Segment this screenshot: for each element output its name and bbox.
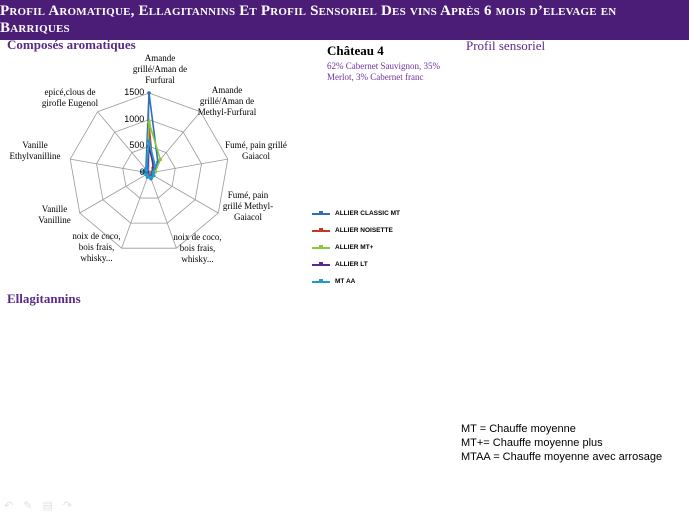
legend-item [312, 222, 400, 239]
radar-data-point [159, 158, 163, 162]
legend-item [312, 239, 400, 256]
legend-item [312, 256, 400, 273]
menu-icon[interactable]: ▤ [42, 499, 53, 512]
radar-axis-label: Amande grillé/Aman de Methyl-Furfural [197, 85, 257, 117]
chateau-name: Château 4 [327, 43, 384, 58]
radar-spoke [70, 159, 149, 173]
radar-data-point [147, 139, 151, 143]
radar-tick-label: 1500 [124, 87, 145, 97]
legend-swatch-icon [312, 278, 330, 286]
legend-item [312, 205, 400, 222]
note-line: MT+= Chauffe moyenne plus [461, 437, 603, 449]
back-arrow-icon[interactable]: ↶ [4, 499, 14, 512]
aromatic-heading: Composés aromatiques [7, 37, 136, 52]
radar-tick-label: 1000 [124, 113, 145, 124]
radar-tick-label: 0 [139, 167, 145, 177]
forward-arrow-icon[interactable]: ↷ [62, 499, 73, 512]
radar-spoke [80, 173, 149, 213]
radar-axis-label: Amande grillé/Aman de Furfural [132, 53, 188, 85]
radar-axis-label: Vanille Ethylvanilline [9, 140, 61, 161]
radar-data-point [145, 168, 149, 172]
legend-label: ALLIER CLASSIC MT [335, 210, 400, 217]
radar-axis-label: Vanille Vanilline [38, 204, 71, 225]
chart-legend [312, 205, 400, 290]
note-line: MTAA = Chauffe moyenne avec arrosage [461, 451, 663, 463]
ellagitannins-heading: Ellagitannins [7, 291, 81, 306]
radar-data-point [147, 121, 151, 125]
legend-swatch-icon [312, 227, 330, 235]
notes [461, 422, 662, 464]
radar-tick-label: 500 [129, 140, 145, 151]
legend-label: ALLIER LT [335, 261, 368, 268]
legend-swatch-icon [312, 244, 330, 252]
slide-title: Profil Aromatique, Ellagitannins Et Profil Sensoriel Des vins Après 6 mois d’elevage en Barriques [0, 0, 689, 40]
note-line: MT = Chauffe moyenne [461, 423, 576, 435]
radar-data-point [145, 173, 149, 177]
radar-data-point [147, 91, 151, 95]
legend-swatch-icon [312, 210, 330, 218]
legend-item [312, 273, 400, 290]
radar-axis-label: Fumé, pain grillé Methyl-Gaiacol [222, 190, 274, 222]
radar-axis-label: noix de coco, bois frais, whisky... [72, 231, 121, 263]
chateau-description: 62% Cabernet Sauvignon, 35% Merlot, 3% Cabernet franc [327, 61, 440, 82]
legend-label: ALLIER MT+ [335, 244, 374, 251]
radar-data-point [153, 164, 157, 168]
legend-label: MT AA [335, 278, 356, 285]
radar-data-point [151, 170, 155, 174]
legend-label: ALLIER NOISETTE [335, 227, 393, 234]
radar-axis-label: noix de coco, bois frais, whisky... [173, 232, 222, 264]
sensoriel-heading: Profil sensoriel [466, 38, 546, 53]
radar-spoke [149, 173, 218, 213]
legend-swatch-icon [312, 261, 330, 269]
pen-icon[interactable]: ✎ [23, 499, 33, 512]
slideshow-toolbar [4, 499, 72, 512]
radar-axis-label: epicé,clous de girofle Eugenol [41, 87, 99, 108]
radar-axis-label: Fumé, pain grillé Gaiacol [225, 140, 287, 161]
